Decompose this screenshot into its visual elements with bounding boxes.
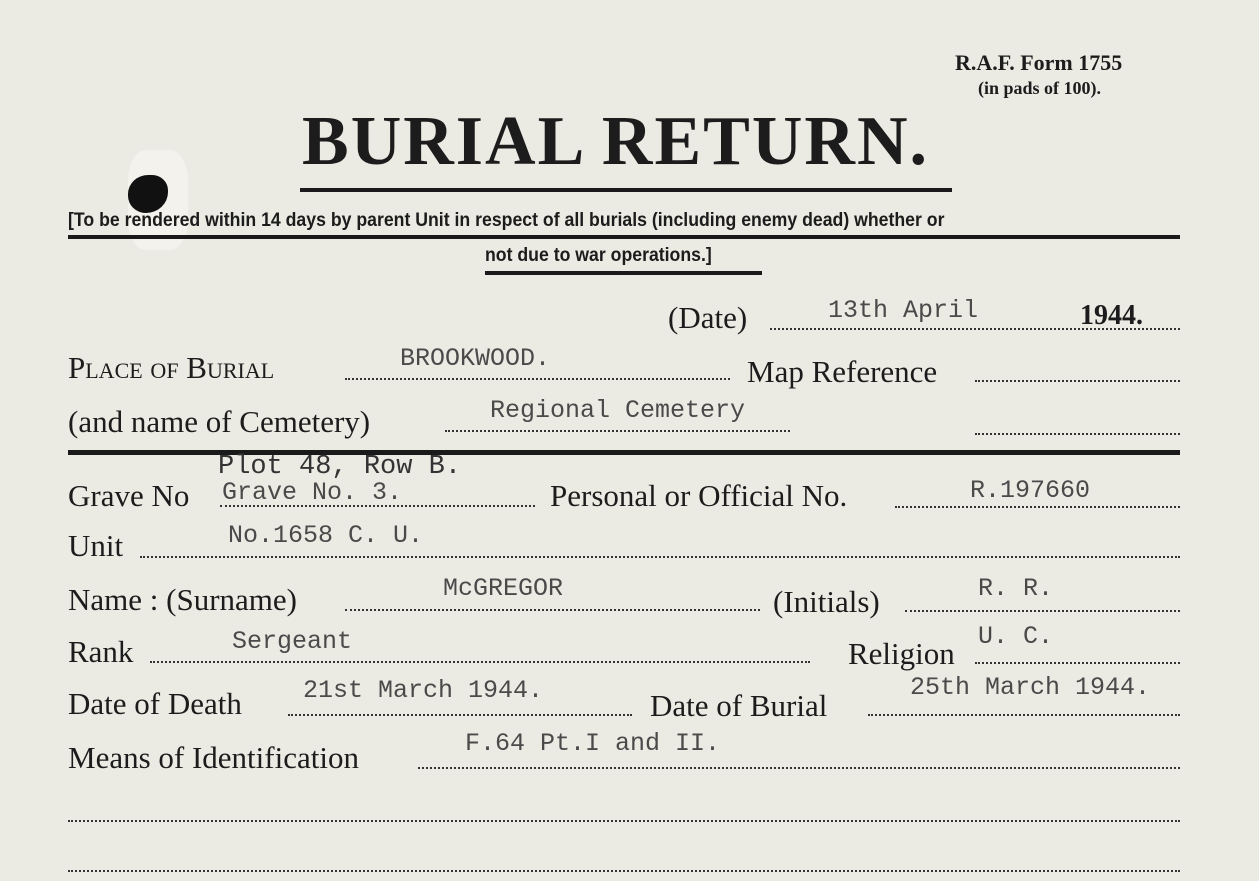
date-of-death-field-line[interactable] xyxy=(288,714,632,716)
rank-field-line[interactable] xyxy=(150,661,810,663)
title-underline xyxy=(300,188,952,192)
date-year: 1944. xyxy=(1080,300,1143,331)
identification-label: Means of Identification xyxy=(68,740,359,775)
grave-value-number: Grave No. 3. xyxy=(222,478,403,507)
cemetery-field-line[interactable] xyxy=(445,430,790,432)
instruction-underline xyxy=(68,235,1180,239)
personal-no-value: R.197660 xyxy=(970,476,1091,505)
instruction-line-2: not due to war operations.] xyxy=(485,245,712,266)
form-pads: (in pads of 100). xyxy=(978,78,1102,98)
initials-field-line[interactable] xyxy=(905,610,1180,612)
cemetery-value: Regional Cemetery xyxy=(490,396,746,425)
grave-label: Grave No xyxy=(68,478,190,513)
surname-value: McGREGOR xyxy=(443,574,564,603)
place-label: Place of Burial xyxy=(68,350,275,385)
unit-label: Unit xyxy=(68,528,124,563)
cemetery-label: (and name of Cemetery) xyxy=(68,404,371,439)
religion-label: Religion xyxy=(848,636,955,671)
rank-value: Sergeant xyxy=(232,627,353,656)
unit-value: No.1658 C. U. xyxy=(228,521,424,550)
rank-label: Rank xyxy=(68,634,134,669)
identification-value: F.64 Pt.I and II. xyxy=(465,729,721,758)
date-label: (Date) xyxy=(668,300,748,335)
personal-no-field-line[interactable] xyxy=(895,506,1180,508)
map-reference-field-line[interactable] xyxy=(975,380,1180,382)
place-value: BROOKWOOD. xyxy=(400,344,551,373)
date-of-burial-label: Date of Burial xyxy=(650,688,828,723)
map-reference-label: Map Reference xyxy=(747,354,938,389)
personal-no-label: Personal or Official No. xyxy=(550,478,848,513)
date-value: 13th April xyxy=(828,296,979,325)
initials-value: R. R. xyxy=(978,574,1054,603)
religion-field-line[interactable] xyxy=(975,662,1180,664)
instruction-underline-2 xyxy=(485,271,762,275)
surname-label: Name : (Surname) xyxy=(68,582,297,617)
religion-value: U. C. xyxy=(978,622,1054,651)
instruction-line-1: [To be rendered within 14 days by parent Unit in respect of all burials (including enemy dead) whether or xyxy=(68,210,945,231)
place-field-line[interactable] xyxy=(345,378,730,380)
map-reference-field-line-2[interactable] xyxy=(975,433,1180,435)
date-of-burial-field-line[interactable] xyxy=(868,714,1180,716)
surname-field-line[interactable] xyxy=(345,609,760,611)
date-of-death-label: Date of Death xyxy=(68,686,242,721)
identification-field-line[interactable] xyxy=(418,767,1180,769)
initials-label: (Initials) xyxy=(773,584,880,619)
date-of-burial-value: 25th March 1944. xyxy=(910,673,1151,702)
page-title: BURIAL RETURN. xyxy=(302,103,929,180)
unit-field-line[interactable] xyxy=(140,556,1180,558)
form-number: R.A.F. Form 1755 xyxy=(955,50,1123,75)
grave-value-plot: Plot 48, Row B. xyxy=(218,452,462,482)
extra-field-line-1[interactable] xyxy=(68,820,1180,822)
date-of-death-value: 21st March 1944. xyxy=(303,676,544,705)
extra-field-line-2[interactable] xyxy=(68,870,1180,872)
